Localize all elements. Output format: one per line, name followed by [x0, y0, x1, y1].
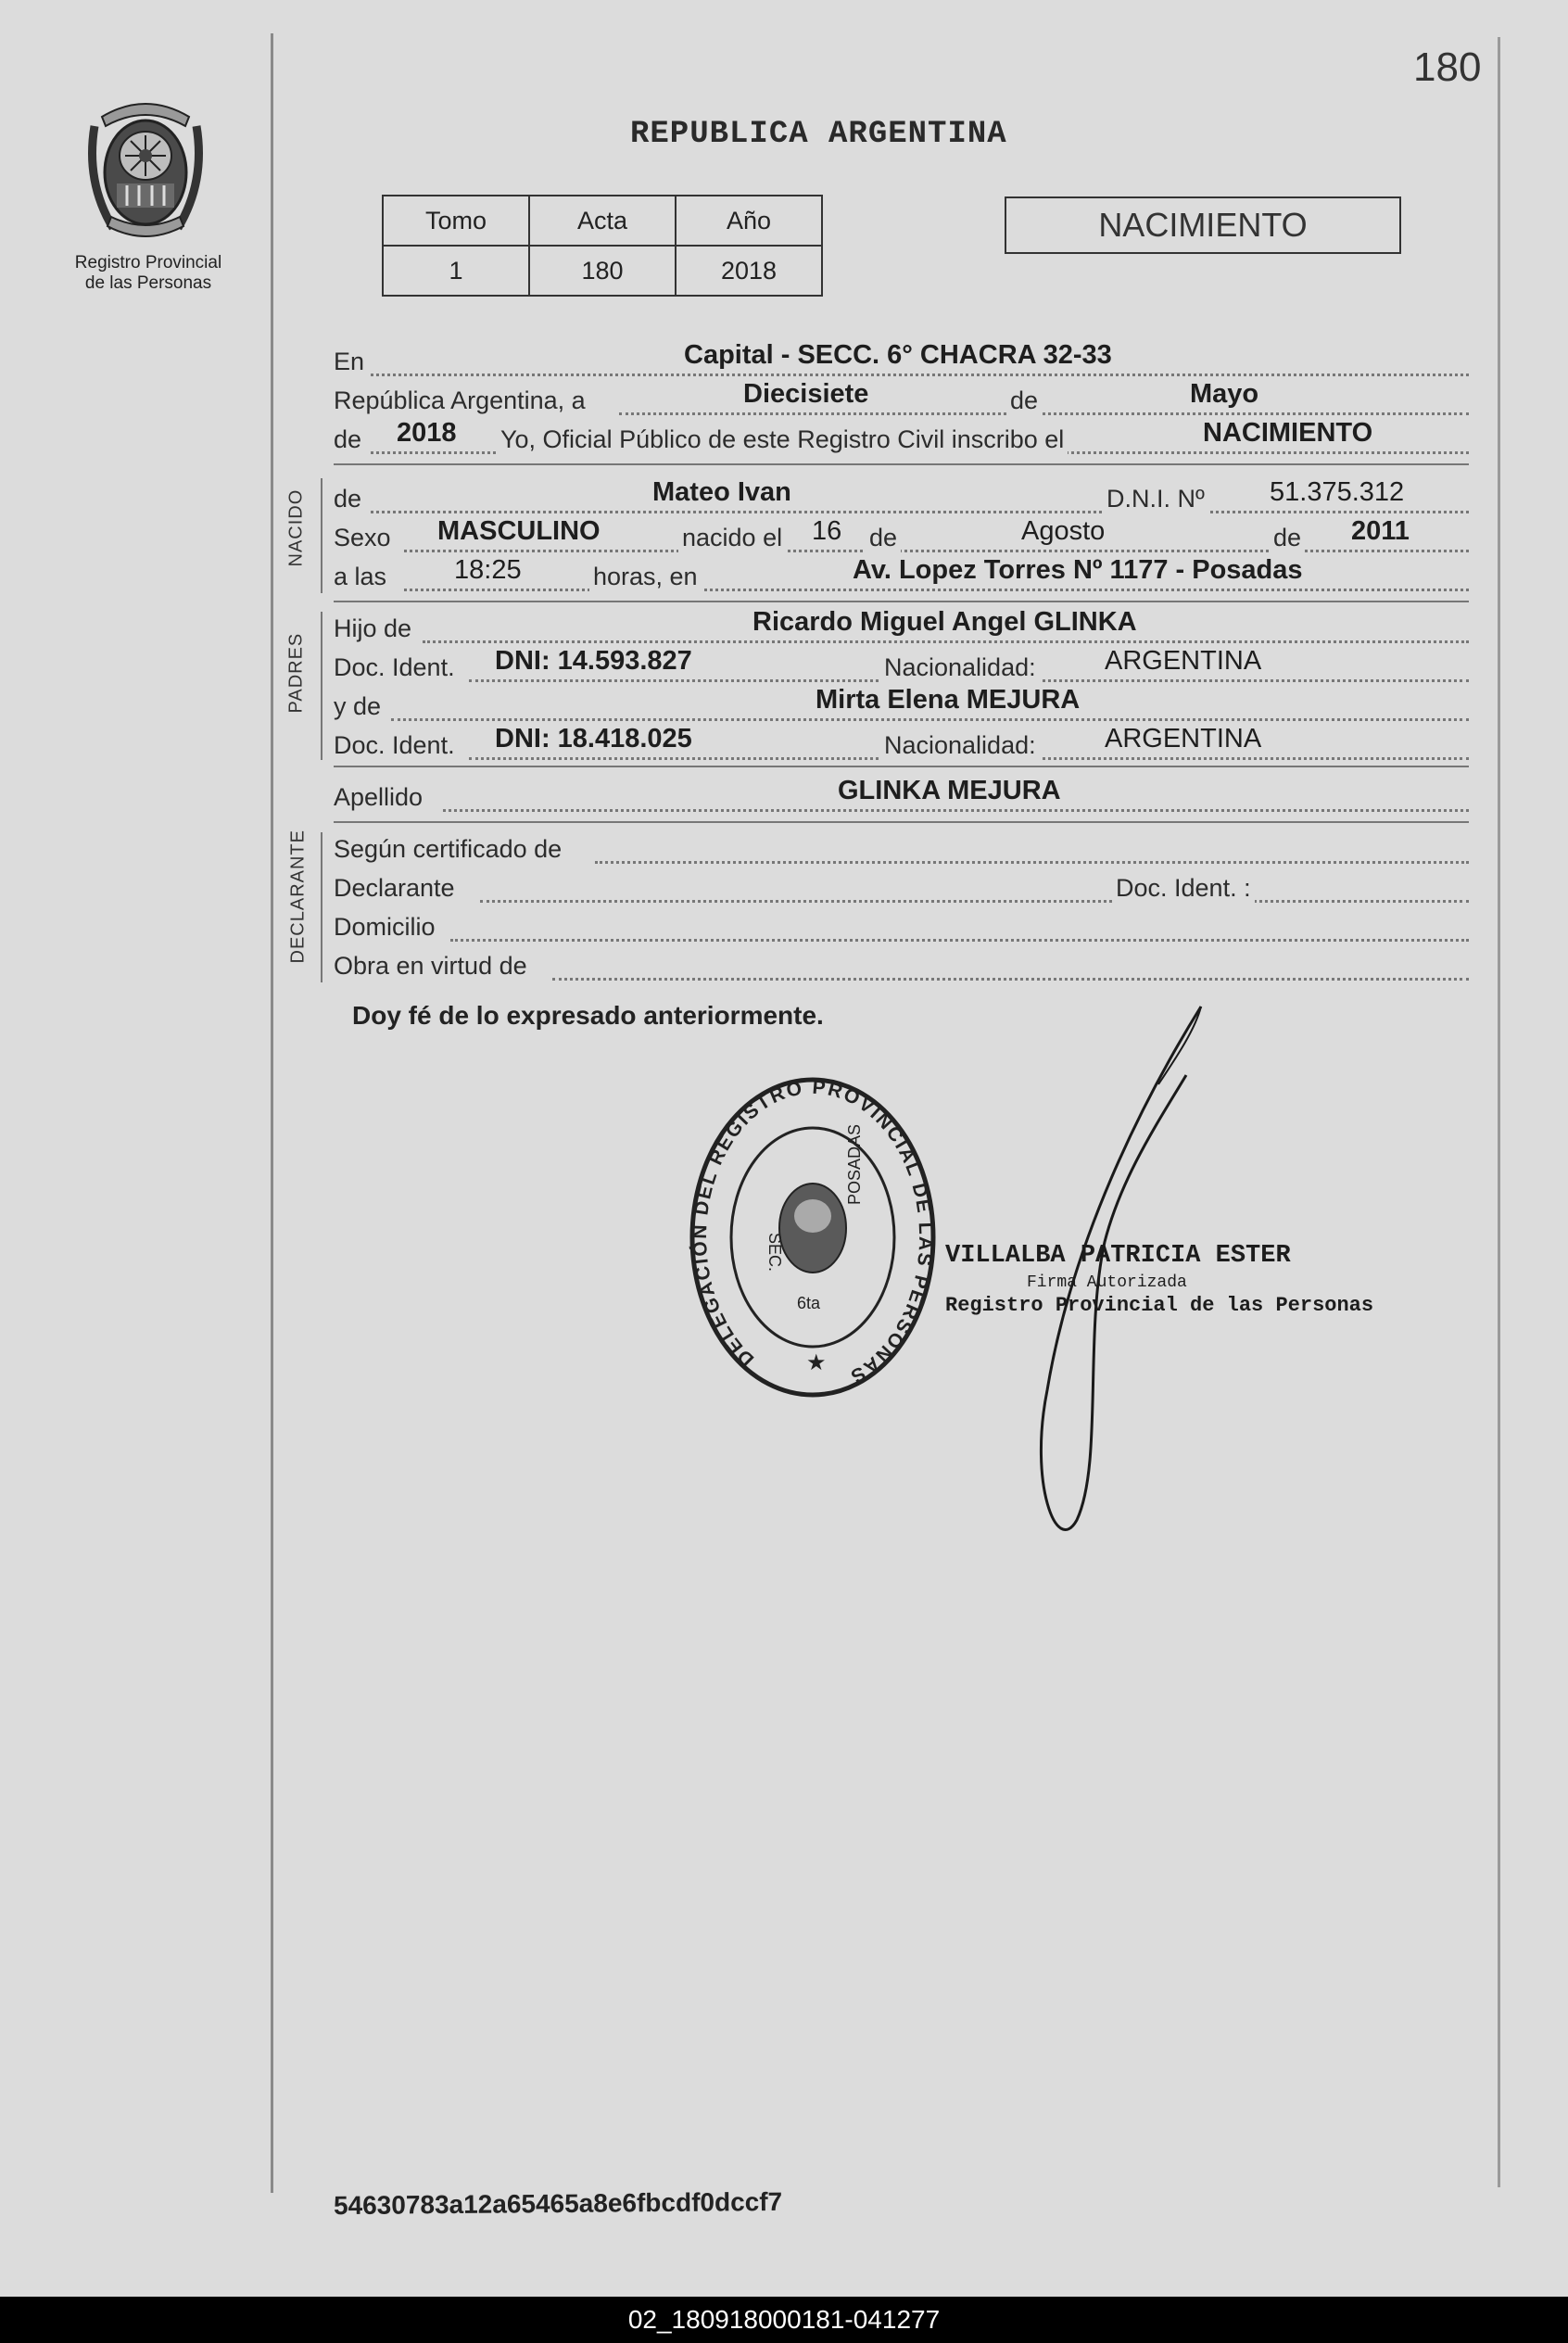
label-horas-en: horas, en: [589, 563, 702, 591]
svg-text:6ta: 6ta: [797, 1294, 821, 1312]
provincial-crest-logo: [76, 89, 215, 247]
registry-table: [382, 195, 823, 297]
separator: [334, 821, 1469, 823]
attestation-statement: Doy fé de lo expresado anteriormente.: [352, 1001, 824, 1030]
label-nacido-el: nacido el: [678, 524, 786, 552]
row-declarante: [334, 871, 1469, 905]
dotted-line: [450, 939, 1469, 942]
value-madre-nacionalidad: ARGENTINA: [1105, 724, 1262, 754]
label-de: de: [1270, 524, 1305, 552]
label-de: de: [334, 425, 362, 453]
value-mes-inscripcion: Mayo: [1190, 379, 1259, 409]
row-sexo-fecha: [334, 516, 1469, 554]
margin-line: [271, 33, 273, 2193]
separator: [334, 766, 1469, 767]
label-nacionalidad: Nacionalidad:: [880, 653, 1040, 682]
section-bracket-declarante: [321, 832, 322, 982]
label-a-las: a las: [334, 563, 387, 590]
separator: [334, 463, 1469, 465]
row-lugar: [334, 340, 1469, 378]
value-dni: 51.375.312: [1270, 477, 1405, 507]
value-apellido: GLINKA MEJURA: [838, 776, 1061, 805]
official-seal-stamp: [688, 1075, 938, 1399]
crest-caption: [37, 253, 259, 294]
value-dia-inscripcion: Diecisiete: [743, 379, 869, 409]
label-doc-ident-declarante: Doc. Ident. :: [1112, 874, 1255, 903]
value-dia-nacimiento: 16: [812, 516, 842, 546]
label-hijo-de: Hijo de: [334, 614, 412, 642]
document-title: REPUBLICA ARGENTINA: [630, 117, 1007, 152]
row-nombre: [334, 477, 1469, 515]
svg-text:DELEGACIÓN DEL REGISTRO PROVIN: DELEGACIÓN DEL REGISTRO PROVINCIAL DE LAS PERSONAS: [689, 1076, 937, 1388]
dotted-line: [619, 412, 1469, 415]
label-obra-en-virtud: Obra en virtud de: [334, 952, 527, 980]
label-republica: República Argentina, a: [334, 386, 586, 414]
document-hash: 54630783a12a65465a8e6fbcdf0dccf7: [333, 2186, 783, 2221]
value-hora: 18:25: [454, 555, 522, 585]
dotted-line: [404, 550, 1469, 552]
value-lugar: Capital - SECC. 6° CHACRA 32-33: [684, 340, 1112, 370]
row-domicilio: [334, 910, 1469, 944]
signatory-name: VILLALBA PATRICIA ESTER: [945, 1242, 1291, 1270]
value-acta: 180: [529, 246, 676, 296]
value-anio: 2018: [676, 246, 822, 296]
section-bracket-nacido: [321, 478, 322, 593]
right-margin-line: [1498, 37, 1500, 2187]
dotted-line: [371, 374, 1469, 376]
dotted-line: [391, 718, 1469, 721]
value-padre-doc: DNI: 14.593.827: [495, 646, 692, 676]
crest-caption-line1: Registro Provincial: [74, 253, 222, 272]
label-yo-oficial: Yo, Oficial Público de este Registro Civil inscribo el: [497, 425, 1068, 454]
row-anio-acto: [334, 418, 1469, 456]
row-padre: [334, 607, 1469, 645]
header-anio: Año: [676, 196, 822, 246]
label-de: de: [1006, 386, 1042, 415]
dotted-line: [371, 511, 1469, 513]
svg-text:★: ★: [806, 1350, 827, 1375]
dotted-line: [480, 900, 1469, 903]
handwritten-signature: [1019, 1001, 1233, 1557]
value-padre-nacionalidad: ARGENTINA: [1105, 646, 1262, 676]
row-madre: [334, 685, 1469, 723]
value-madre: Mirta Elena MEJURA: [816, 685, 1081, 715]
dotted-line: [552, 978, 1469, 981]
value-madre-doc: DNI: 18.418.025: [495, 724, 692, 754]
separator: [334, 601, 1469, 602]
label-doc-ident: Doc. Ident.: [334, 653, 455, 681]
row-fecha-inscripcion: [334, 379, 1469, 417]
section-bracket-padres: [321, 612, 322, 760]
value-anio-nacimiento: 2011: [1351, 516, 1410, 546]
value-anio-inscripcion: 2018: [397, 418, 457, 448]
value-mes-nacimiento: Agosto: [1021, 516, 1106, 546]
label-dni: D.N.I. Nº: [1103, 485, 1208, 513]
dotted-line: [595, 861, 1469, 864]
row-madre-doc: [334, 724, 1469, 762]
svg-text:POSADAS: POSADAS: [845, 1123, 864, 1205]
section-label-declarante: DECLARANTE: [287, 830, 309, 964]
label-y-de: y de: [334, 692, 382, 720]
label-declarante: Declarante: [334, 874, 455, 902]
page-number: 180: [1413, 44, 1482, 90]
dotted-line: [423, 640, 1469, 643]
label-segun-certificado: Según certificado de: [334, 835, 563, 863]
dotted-line: [404, 589, 1469, 591]
header-tomo: Tomo: [383, 196, 529, 246]
label-domicilio: Domicilio: [334, 913, 436, 941]
header-acta: Acta: [529, 196, 676, 246]
section-label-padres: PADRES: [285, 632, 307, 714]
section-label-nacido: NACIDO: [285, 488, 307, 567]
row-padre-doc: [334, 646, 1469, 684]
dotted-line: [443, 809, 1469, 812]
value-sexo: MASCULINO: [437, 516, 601, 546]
label-de: de: [866, 524, 901, 552]
signatory-role: Firma Autorizada: [1027, 1273, 1187, 1292]
value-padre: Ricardo Miguel Angel GLINKA: [752, 607, 1137, 637]
value-tomo: 1: [383, 246, 529, 296]
file-id-footer: 02_180918000181-041277: [0, 2297, 1568, 2343]
label-doc-ident: Doc. Ident.: [334, 731, 455, 759]
value-lugar-nacimiento: Av. Lopez Torres Nº 1177 - Posadas: [853, 555, 1303, 585]
row-obra: [334, 949, 1469, 982]
signatory-office: Registro Provincial de las Personas: [945, 1294, 1374, 1317]
label-de: de: [334, 485, 362, 513]
label-nacionalidad: Nacionalidad:: [880, 731, 1040, 760]
row-hora-lugar: [334, 555, 1469, 593]
document-type-box: NACIMIENTO: [1005, 196, 1401, 254]
value-acto: NACIMIENTO: [1203, 418, 1373, 448]
row-certificado: [334, 832, 1469, 866]
label-apellido: Apellido: [334, 783, 424, 811]
value-nombre: Mateo Ivan: [652, 477, 791, 507]
svg-text:SEC.: SEC.: [765, 1233, 784, 1273]
row-apellido: [334, 776, 1469, 814]
crest-caption-line2: de las Personas: [84, 273, 212, 293]
label-en: En: [334, 348, 365, 375]
label-sexo: Sexo: [334, 524, 391, 551]
